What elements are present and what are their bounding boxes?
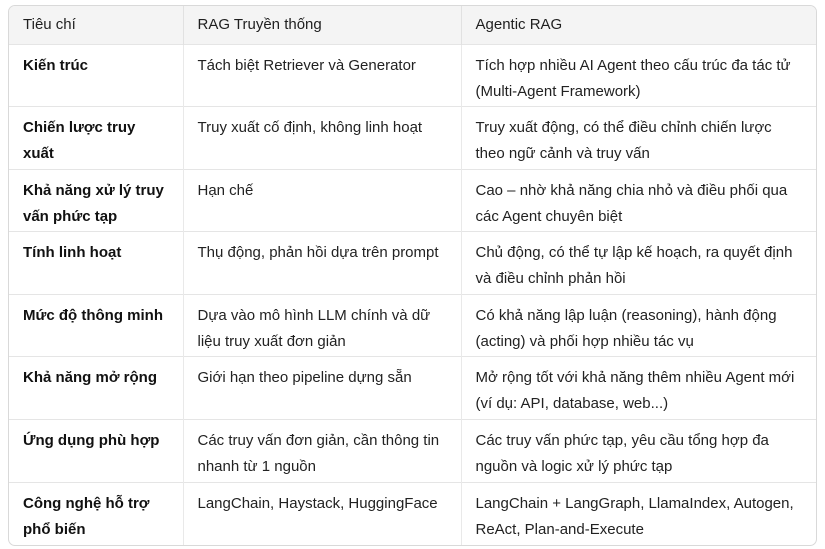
table-row <box>9 420 816 483</box>
criterion-cell: Ứng dụng phù hợp <box>23 432 160 450</box>
traditional-cell: Truy xuất cố định, không linh hoạt <box>183 107 461 170</box>
table-row <box>9 169 816 232</box>
criterion-cell: Khả năng xử lý truy vấn phức tạp <box>23 181 164 225</box>
criterion-cell: Khả năng mở rộng <box>23 369 157 387</box>
traditional-cell: Thụ động, phản hồi dựa trên prompt <box>183 232 461 295</box>
table-row <box>9 107 816 170</box>
criterion-cell: Mức độ thông minh <box>23 306 164 324</box>
criterion-cell: Kiến trúc <box>23 56 89 74</box>
traditional-cell: Hạn chế <box>183 169 461 232</box>
agentic-cell: Các truy vấn phức tạp, yêu cầu tổng hợp đa nguồn và logic xử lý phức tạp <box>461 420 816 483</box>
criterion-cell: Công nghệ hỗ trợ phổ biến <box>23 494 150 538</box>
comparison-table <box>9 6 816 545</box>
criterion-cell: Chiến lược truy xuất <box>23 119 136 163</box>
agentic-cell: Có khả năng lập luận (reasoning), hành động (acting) và phối hợp nhiều tác vụ <box>461 294 816 357</box>
header-traditional-rag: RAG Truyền thống <box>183 6 461 44</box>
table-row <box>9 44 816 107</box>
agentic-cell: Chủ động, có thể tự lập kế hoạch, ra quyết định và điều chỉnh phản hồi <box>461 232 816 295</box>
comparison-table-container <box>8 5 817 546</box>
agentic-cell: Tích hợp nhiều AI Agent theo cấu trúc đa tác tử (Multi-Agent Framework) <box>461 44 816 107</box>
header-row <box>9 6 816 44</box>
table-row <box>9 294 816 357</box>
traditional-cell: Các truy vấn đơn giản, cần thông tin nhanh từ 1 nguồn <box>183 420 461 483</box>
agentic-cell: Cao – nhờ khả năng chia nhỏ và điều phối qua các Agent chuyên biệt <box>461 169 816 232</box>
traditional-cell: Dựa vào mô hình LLM chính và dữ liệu truy xuất đơn giản <box>183 294 461 357</box>
agentic-cell: Truy xuất động, có thể điều chỉnh chiến lược theo ngữ cảnh và truy vấn <box>461 107 816 170</box>
traditional-cell: LangChain, Haystack, HuggingFace <box>183 482 461 545</box>
header-agentic-rag: Agentic RAG <box>461 6 816 44</box>
agentic-cell: Mở rộng tốt với khả năng thêm nhiều Agent mới (ví dụ: API, database, web...) <box>461 357 816 420</box>
traditional-cell: Tách biệt Retriever và Generator <box>183 44 461 107</box>
agentic-cell: LangChain + LangGraph, LlamaIndex, Autogen, ReAct, Plan-and-Execute <box>461 482 816 545</box>
table-row <box>9 232 816 295</box>
table-body <box>9 44 816 545</box>
criterion-cell: Tính linh hoạt <box>23 244 122 262</box>
header-criterion: Tiêu chí <box>23 16 76 34</box>
table-header <box>9 6 816 44</box>
table-row <box>9 482 816 545</box>
traditional-cell: Giới hạn theo pipeline dựng sẵn <box>183 357 461 420</box>
table-row <box>9 357 816 420</box>
